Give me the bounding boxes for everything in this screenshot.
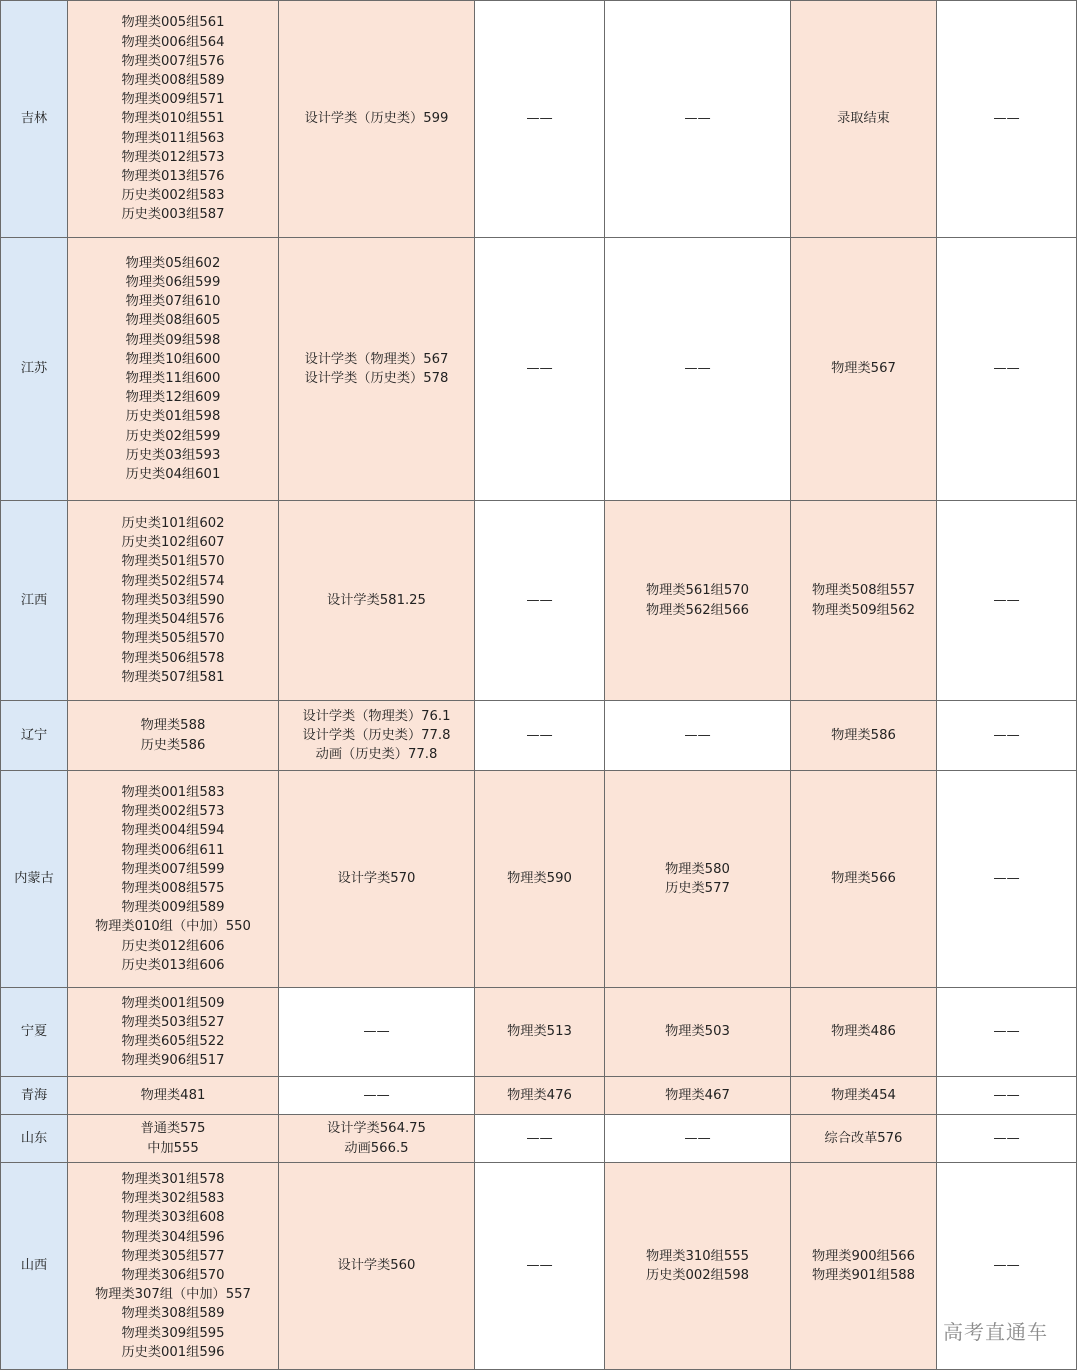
score-line: 设计学类581.25 <box>327 592 426 608</box>
other-cell <box>937 771 1077 988</box>
score-line: 物理类588 <box>140 718 206 734</box>
score-line: 历史类002组598 <box>645 1268 750 1283</box>
score-line: 历史类586 <box>140 737 206 753</box>
batch1-cell <box>68 1 279 238</box>
score-line: 设计学类（历史类）578 <box>304 371 449 386</box>
province-cell <box>1 701 68 771</box>
score-line: 物理类476 <box>507 1087 572 1103</box>
score-line: 动画566.5 <box>344 1140 409 1156</box>
dash-placeholder: —— <box>993 871 1020 887</box>
score-line: 物理类486 <box>831 1024 896 1040</box>
dash-placeholder: —— <box>526 111 553 127</box>
score-line: 物理类501组570 <box>121 554 225 570</box>
score-line: 物理类11组600 <box>125 371 221 386</box>
score-line: 物理类006组564 <box>121 34 225 50</box>
sino-foreign-cell <box>475 1115 605 1163</box>
score-line: 物理类306组570 <box>121 1268 225 1283</box>
score-line: 物理类503组527 <box>121 1014 225 1030</box>
province-cell <box>1 501 68 701</box>
table-row <box>1 1077 1077 1115</box>
score-line: 历史类101组602 <box>121 516 225 532</box>
score-line: 物理类013组576 <box>121 169 225 184</box>
score-line: 物理类906组517 <box>121 1053 225 1069</box>
art-cell <box>279 1 475 238</box>
score-line: 物理类504组576 <box>121 612 225 628</box>
art-cell <box>279 1163 475 1370</box>
dash-placeholder: —— <box>526 727 553 743</box>
score-line: 物理类305组577 <box>121 1248 225 1264</box>
art-cell <box>279 1115 475 1163</box>
other-cell <box>937 1 1077 238</box>
score-line: 物理类454 <box>831 1087 896 1103</box>
score-line: 设计学类（历史类）77.8 <box>302 727 451 743</box>
art-cell <box>279 501 475 701</box>
batch1-cell <box>68 1115 279 1163</box>
score-line: 历史类003组587 <box>121 207 225 223</box>
score-line: 物理类012组573 <box>121 149 225 165</box>
dash-placeholder: —— <box>993 1024 1020 1040</box>
special-cell <box>605 1 791 238</box>
dash-placeholder: —— <box>526 361 553 377</box>
sino-foreign-cell <box>475 238 605 501</box>
score-line: 物理类513 <box>507 1024 572 1040</box>
art-cell <box>279 701 475 771</box>
province-name: 吉林 <box>20 111 48 127</box>
score-line: 物理类007组576 <box>121 53 225 69</box>
batch2-cell <box>791 1163 937 1370</box>
score-line: 历史类012组606 <box>121 938 225 954</box>
score-line: 普通类575 <box>140 1121 206 1137</box>
dash-placeholder: —— <box>684 361 711 377</box>
batch2-cell <box>791 701 937 771</box>
batch1-cell <box>68 238 279 501</box>
other-cell <box>937 1115 1077 1163</box>
province-name: 辽宁 <box>20 727 48 743</box>
score-line: 物理类006组611 <box>121 842 225 858</box>
province-name: 内蒙古 <box>14 871 54 887</box>
score-line: 动画（历史类）77.8 <box>315 747 438 763</box>
batch2-cell <box>791 1115 937 1163</box>
score-line: 历史类02组599 <box>125 428 221 444</box>
score-line: 物理类09组598 <box>125 332 221 348</box>
score-line: 物理类307组（中加）557 <box>95 1287 251 1303</box>
score-line: 物理类503组590 <box>121 592 225 608</box>
sino-foreign-cell <box>475 1163 605 1370</box>
province-name: 江西 <box>20 592 48 608</box>
score-line: 物理类001组509 <box>121 995 225 1011</box>
art-cell <box>279 771 475 988</box>
dash-placeholder: —— <box>684 727 711 743</box>
score-line: 物理类508组557 <box>811 583 916 599</box>
sino-foreign-cell <box>475 1077 605 1115</box>
score-line: 物理类605组522 <box>121 1034 225 1049</box>
score-line: 物理类566 <box>831 871 896 887</box>
dash-placeholder: —— <box>526 1258 553 1274</box>
dash-placeholder: —— <box>526 1130 553 1146</box>
score-line: 物理类467 <box>665 1087 730 1103</box>
watermark-text: 高考直通车 <box>943 1320 1048 1344</box>
score-line: 历史类102组607 <box>121 535 225 551</box>
score-line: 物理类503 <box>665 1024 730 1040</box>
batch2-cell <box>791 501 937 701</box>
special-cell <box>605 988 791 1077</box>
score-line: 物理类001组583 <box>121 784 225 800</box>
score-line: 物理类310组555 <box>645 1248 750 1264</box>
score-line: 物理类002组573 <box>121 804 225 820</box>
province-cell <box>1 988 68 1077</box>
score-line: 物理类08组605 <box>125 313 221 329</box>
sino-foreign-cell <box>475 771 605 988</box>
dash-placeholder: —— <box>993 1258 1020 1274</box>
batch1-cell <box>68 771 279 988</box>
score-line: 物理类901组588 <box>811 1268 916 1283</box>
score-line: 设计学类（物理类）76.1 <box>302 708 451 724</box>
dash-placeholder: —— <box>993 727 1020 743</box>
special-cell <box>605 1115 791 1163</box>
other-cell <box>937 238 1077 501</box>
batch2-cell <box>791 238 937 501</box>
score-line: 历史类002组583 <box>121 188 225 204</box>
score-line: 设计学类（历史类）599 <box>304 111 449 127</box>
score-line: 物理类05组602 <box>125 255 221 271</box>
score-line: 物理类509组562 <box>811 602 916 618</box>
score-line: 历史类01组598 <box>125 409 221 425</box>
province-cell <box>1 1163 68 1370</box>
score-line: 物理类506组578 <box>121 650 225 666</box>
score-line: 物理类011组563 <box>121 130 225 146</box>
score-line: 物理类580 <box>665 861 730 877</box>
province-name: 青海 <box>20 1087 48 1103</box>
score-line: 设计学类560 <box>337 1258 416 1274</box>
score-line: 历史类04组601 <box>125 467 221 483</box>
score-line: 中加555 <box>147 1140 199 1156</box>
score-line: 物理类900组566 <box>811 1248 916 1264</box>
table-row <box>1 701 1077 771</box>
other-cell <box>937 1077 1077 1115</box>
score-line: 物理类502组574 <box>121 573 225 589</box>
score-line: 物理类07组610 <box>125 294 221 310</box>
score-line: 物理类10组600 <box>125 351 221 367</box>
special-cell <box>605 1077 791 1115</box>
table-row <box>1 501 1077 701</box>
province-cell <box>1 1115 68 1163</box>
art-cell <box>279 988 475 1077</box>
dash-placeholder: —— <box>993 1130 1020 1146</box>
score-line: 物理类009组589 <box>121 900 225 916</box>
batch1-cell <box>68 501 279 701</box>
score-line: 物理类008组575 <box>121 881 225 896</box>
score-line: 物理类010组551 <box>121 111 225 127</box>
score-line: 综合改革576 <box>824 1130 903 1146</box>
dash-placeholder: —— <box>526 592 553 608</box>
score-line: 物理类004组594 <box>121 823 225 839</box>
province-name: 宁夏 <box>20 1024 48 1040</box>
special-cell <box>605 238 791 501</box>
province-cell <box>1 1 68 238</box>
province-cell <box>1 238 68 501</box>
special-cell <box>605 701 791 771</box>
dash-placeholder: —— <box>993 111 1020 127</box>
score-line: 物理类309组595 <box>121 1325 225 1341</box>
score-line: 物理类562组566 <box>645 602 750 618</box>
score-line: 录取结束 <box>837 111 890 127</box>
score-line: 设计学类（物理类）567 <box>304 351 449 367</box>
table-body <box>1 1 1077 1370</box>
score-line: 物理类590 <box>507 871 572 887</box>
dash-placeholder: —— <box>993 592 1020 608</box>
score-line: 物理类008组589 <box>121 72 225 88</box>
batch2-cell <box>791 1077 937 1115</box>
score-line: 设计学类564.75 <box>327 1121 426 1137</box>
province-name: 山东 <box>20 1130 48 1146</box>
table-row <box>1 1115 1077 1163</box>
score-line: 物理类007组599 <box>121 861 225 877</box>
batch1-cell <box>68 1163 279 1370</box>
table-row <box>1 1 1077 238</box>
score-line: 历史类03组593 <box>125 447 221 463</box>
batch2-cell <box>791 1 937 238</box>
score-line: 物理类005组561 <box>121 15 225 31</box>
other-cell <box>937 701 1077 771</box>
province-cell <box>1 771 68 988</box>
batch1-cell <box>68 701 279 771</box>
table-row <box>1 238 1077 501</box>
special-cell <box>605 1163 791 1370</box>
score-line: 物理类507组581 <box>121 669 225 685</box>
score-line: 物理类301组578 <box>121 1171 225 1187</box>
special-cell <box>605 771 791 988</box>
dash-placeholder: —— <box>993 361 1020 377</box>
score-line: 物理类481 <box>140 1087 206 1103</box>
score-line: 历史类013组606 <box>121 957 225 973</box>
sino-foreign-cell <box>475 501 605 701</box>
score-line: 物理类505组570 <box>121 631 225 647</box>
sino-foreign-cell <box>475 1 605 238</box>
score-line: 物理类586 <box>831 727 896 743</box>
sino-foreign-cell <box>475 988 605 1077</box>
art-cell <box>279 238 475 501</box>
score-line: 物理类304组596 <box>121 1229 225 1245</box>
score-line: 设计学类570 <box>337 871 416 887</box>
province-name: 江苏 <box>20 361 48 377</box>
art-cell <box>279 1077 475 1115</box>
score-line: 历史类577 <box>665 881 730 896</box>
score-line: 物理类12组609 <box>125 390 221 406</box>
dash-placeholder: —— <box>684 1130 711 1146</box>
score-line: 物理类302组583 <box>121 1191 225 1207</box>
batch1-cell <box>68 988 279 1077</box>
table-row <box>1 1163 1077 1370</box>
table-row <box>1 988 1077 1077</box>
dash-placeholder: —— <box>684 111 711 127</box>
score-line: 物理类06组599 <box>125 274 221 290</box>
score-line: 物理类567 <box>831 361 896 377</box>
score-line: 历史类001组596 <box>121 1344 225 1360</box>
dash-placeholder: —— <box>363 1087 390 1103</box>
table-row <box>1 771 1077 988</box>
batch2-cell <box>791 988 937 1077</box>
dash-placeholder: —— <box>993 1087 1020 1103</box>
score-line: 物理类303组608 <box>121 1210 225 1226</box>
sino-foreign-cell <box>475 701 605 771</box>
dash-placeholder: —— <box>363 1024 390 1040</box>
other-cell <box>937 988 1077 1077</box>
batch1-cell <box>68 1077 279 1115</box>
score-line: 物理类010组（中加）550 <box>95 919 251 935</box>
province-name: 山西 <box>20 1258 48 1274</box>
score-line: 物理类009组571 <box>121 92 225 108</box>
special-cell <box>605 501 791 701</box>
batch2-cell <box>791 771 937 988</box>
other-cell <box>937 501 1077 701</box>
province-cell <box>1 1077 68 1115</box>
score-line: 物理类561组570 <box>645 583 750 599</box>
score-line: 物理类308组589 <box>121 1306 225 1322</box>
